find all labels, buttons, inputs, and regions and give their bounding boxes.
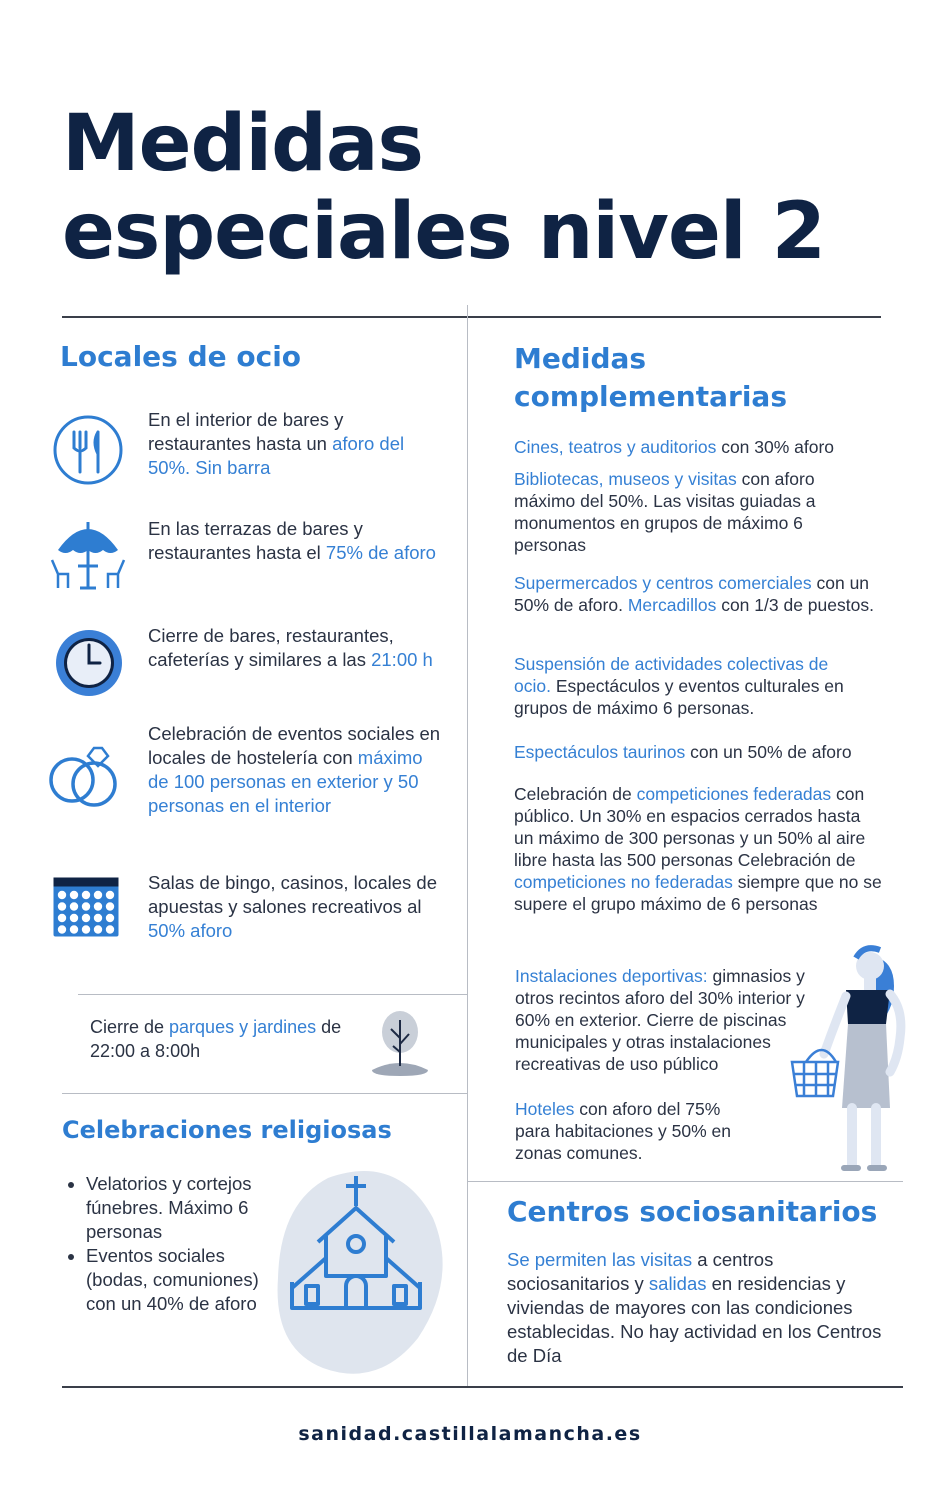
body-text: Espectáculos y eventos culturales en grupos de máximo 6 personas. [514, 676, 844, 718]
body-text: con un 50% de aforo [685, 742, 852, 762]
body-text: con un 50% de aforo. [514, 573, 870, 615]
highlight-text: máximo de 100 personas en exterior y 50 personas en el interior [148, 747, 423, 816]
body-text: Celebración de [514, 784, 637, 804]
comp-item-7 [515, 965, 820, 1075]
locales-item-4 [148, 722, 448, 818]
shopper-woman-icon [786, 944, 912, 1176]
tree-icon [370, 1008, 430, 1078]
highlight-text: Suspensión de actividades colectivas de ocio. [514, 654, 829, 696]
parks-text [90, 1015, 370, 1063]
body-text: con aforo máximo del 50%. Las visitas guiadas a monumentos en grupos de máximo 6 personas [514, 469, 816, 555]
locales-heading: Locales de ocio [60, 340, 302, 373]
comp-item-8 [515, 1098, 755, 1164]
centros-divider [467, 1181, 903, 1182]
comp-item-2 [514, 468, 854, 556]
comp-item-4 [514, 653, 869, 719]
body-text: siempre que no se supere el grupo máximo de 6 personas [514, 872, 882, 914]
comp-item-1 [514, 436, 879, 458]
highlight-text: 21:00 h [371, 649, 433, 670]
highlight-text: Se permiten las visitas [507, 1249, 693, 1270]
body-text: a centros sociosanitarios y [507, 1249, 774, 1294]
religious-list [62, 1172, 286, 1316]
locales-item-5 [148, 871, 448, 943]
top-divider [62, 316, 881, 318]
highlight-text: competiciones no federadas [514, 872, 733, 892]
body-text: Cierre de bares, restaurantes, cafeterías y similares a las [148, 625, 394, 670]
bottom-divider [62, 1386, 903, 1388]
highlight-text: Bibliotecas, museos y visitas [514, 469, 737, 489]
centros-text [507, 1248, 892, 1368]
highlight-text: competiciones federadas [636, 784, 832, 804]
body-text: con 1/3 de puestos. [716, 595, 874, 615]
terrace-umbrella-icon [48, 518, 128, 592]
body-text: Salas de bingo, casinos, locales de apuestas y salones recreativos al [148, 872, 437, 917]
body-text: En las terrazas de bares y restaurantes hasta el [148, 518, 363, 563]
highlight-text: Cines, teatros y auditorios [514, 437, 717, 457]
body-text: de 22:00 a 8:00h [90, 1017, 342, 1061]
highlight-text: salidas [648, 1273, 707, 1294]
parks-top-divider [78, 994, 467, 995]
column-divider [467, 305, 468, 1387]
highlight-text: Instalaciones deportivas: [515, 966, 708, 986]
highlight-text: Mercadillos [627, 595, 717, 615]
highlight-text: Supermercados y centros comerciales [514, 573, 812, 593]
body-text: En el interior de bares y restaurantes hasta un [148, 409, 344, 454]
highlight-text: aforo del 50%. Sin barra [148, 433, 405, 478]
religious-heading: Celebraciones religiosas [62, 1116, 392, 1144]
centros-heading: Centros sociosanitarios [507, 1195, 878, 1228]
church-icon [268, 1158, 448, 1383]
body-text: con público. Un 30% en espacios cerrados hasta un máximo de 300 personas y un 50% al aire libre hasta las 500 personas Celebración de [514, 784, 866, 870]
page-title [62, 100, 825, 276]
complementarias-heading: Medidas complementarias [514, 342, 787, 413]
title-line-1: Medidas [62, 99, 423, 189]
body-text: con 30% aforo [716, 437, 835, 457]
body-text: con aforo del 75% para habitaciones y 50% en zonas comunes. [515, 1099, 731, 1163]
body-text: en residencias y viviendas de mayores con las condiciones establecidas. No hay actividad en los Centros de Día [507, 1273, 882, 1366]
highlight-text: Espectáculos taurinos [514, 742, 686, 762]
body-text: gimnasios y otros recintos aforo del 30% interior y 60% en exterior. Cierre de piscinas municipales y otras instalaciones recreativas de uso público [515, 966, 805, 1074]
religious-item-1: • Velatorios y cortejos fúnebres. Máximo 6 personas [86, 1172, 286, 1244]
parks-bottom-divider [62, 1093, 467, 1094]
highlight-text: Hoteles [515, 1099, 575, 1119]
highlight-text: 50% aforo [148, 920, 233, 941]
wedding-rings-icon [46, 744, 122, 808]
locales-item-1 [148, 408, 448, 480]
footer-url[interactable]: sanidad.castillalamancha.es [298, 1423, 642, 1445]
comp-item-5 [514, 741, 879, 763]
highlight-text: 75% de aforo [325, 542, 436, 563]
clock-icon [54, 628, 124, 698]
highlight-text: parques y jardines [169, 1017, 317, 1037]
comp-item-3 [514, 572, 879, 616]
title-line-2: especiales nivel 2 [62, 187, 826, 277]
comp-item-6 [514, 783, 882, 915]
bingo-card-icon [52, 876, 120, 938]
body-text: Cierre de [90, 1017, 170, 1037]
locales-item-2 [148, 517, 448, 565]
locales-item-3 [148, 624, 448, 672]
cutlery-icon [52, 414, 124, 486]
religious-item-2: • Eventos sociales (bodas, comuniones) con un 40% de aforo [86, 1244, 286, 1316]
body-text: Celebración de eventos sociales en locales de hostelería con [148, 723, 441, 768]
